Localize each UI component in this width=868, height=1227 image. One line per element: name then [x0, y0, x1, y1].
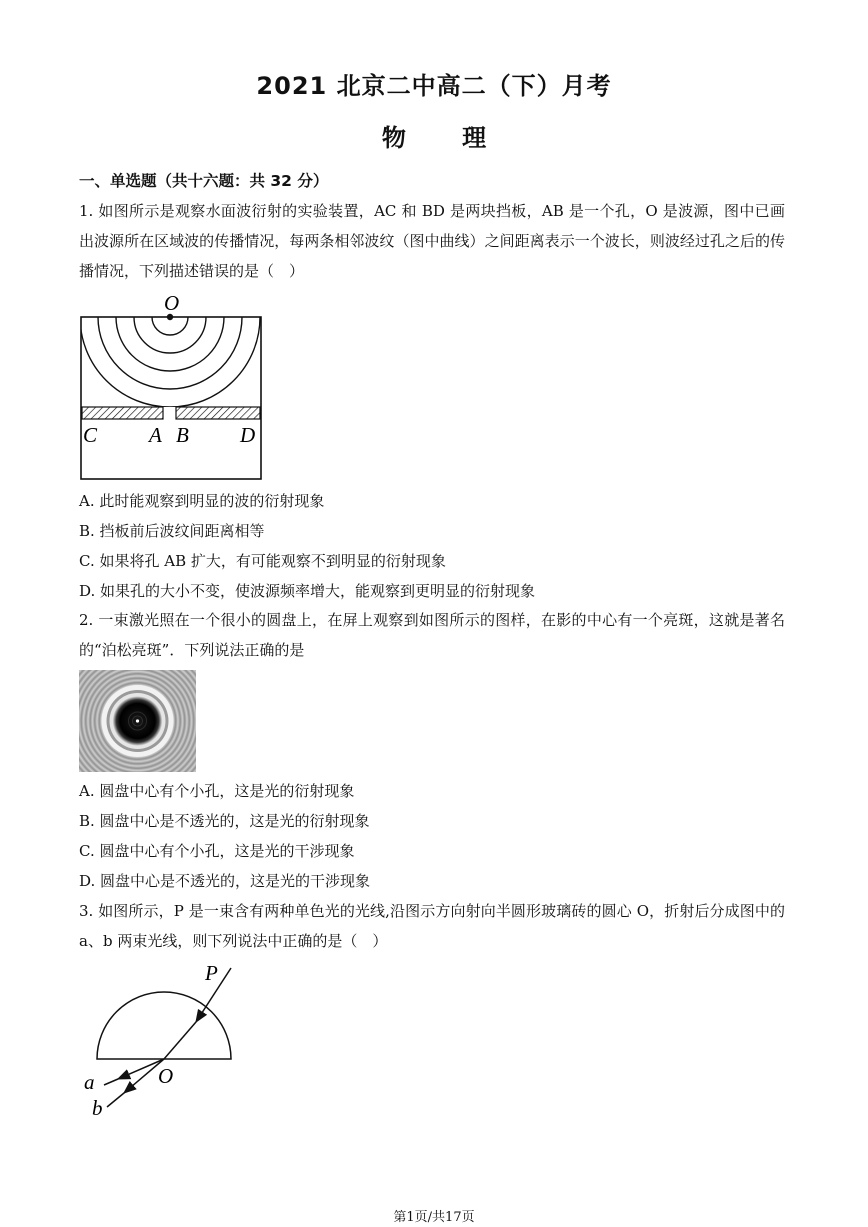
label-o: O: [164, 291, 180, 315]
semicircle-glass-figure: [78, 960, 243, 1120]
barrier-bd: [176, 407, 260, 419]
incident-ray: [164, 1022, 196, 1059]
bright-spot: [136, 719, 139, 722]
label-b: B: [176, 423, 189, 447]
tank-outline: [81, 317, 261, 479]
poisson-spot-image: [79, 670, 196, 772]
wave-diffraction-figure: [78, 290, 264, 484]
ray-a: [104, 1079, 118, 1085]
q1-option-d: D. 如果孔的大小不变，使波源频率增大，能观察到更明显的衍射现象: [79, 582, 536, 600]
page-title: 2021 北京二中高二（下）月考: [256, 72, 612, 100]
glass-semicircle: [97, 992, 231, 1059]
barrier-ac: [82, 407, 163, 419]
label-p: P: [205, 961, 218, 985]
q1-option-a: A. 此时能观察到明显的波的衍射现象: [79, 492, 325, 510]
label-b-ray: b: [92, 1096, 103, 1120]
q2-option-d: D. 圆盘中心是不透光的，这是光的干涉现象: [79, 872, 371, 890]
q1-option-c: C. 如果将孔 AB 扩大，有可能观察不到明显的衍射现象: [79, 552, 446, 570]
q2-option-b: B. 圆盘中心是不透光的，这是光的衍射现象: [79, 812, 370, 830]
label-d: D: [240, 423, 256, 447]
q2-option-c: C. 圆盘中心有个小孔，这是光的干涉现象: [79, 842, 355, 860]
label-c: C: [83, 423, 98, 447]
page-footer: 第1页/共17页: [393, 1210, 475, 1225]
subject-title: 物 理: [381, 124, 487, 152]
label-o-center: O: [158, 1064, 174, 1088]
question-2-text: 2. 一束激光照在一个很小的圆盘上，在屏上观察到如图所示的图样，在影的中心有一个亮斑，这就是著名的“泊松亮斑”．下列说法正确的是: [79, 611, 785, 659]
label-a: A: [149, 423, 162, 447]
q2-option-a: A. 圆盘中心有个小孔，这是光的衍射现象: [79, 782, 355, 800]
question-1-text: 1. 如图所示是观察水面波衍射的实验装置，AC 和 BD 是两块挡板，AB 是一个孔，O 是波源，图中已画出波源所在区域波的传播情况，每两条相邻波纹（图中曲线）之间距离表示一个波长，则波经过孔之后的传播情况，下列描述错误的是（ ）: [79, 202, 785, 280]
section-heading: 一、单选题（共十六题：共 32 分）: [79, 172, 329, 190]
label-a-ray: a: [84, 1070, 95, 1094]
q1-option-b: B. 挡板前后波纹间距离相等: [79, 522, 265, 540]
question-3-text: 3. 如图所示，P 是一束含有两种单色光的光线,沿图示方向射向半圆形玻璃砖的圆心 O，折射后分成图中的 a、b 两束光线，则下列说法中正确的是（ ）: [79, 902, 785, 950]
ray-b: [107, 1093, 124, 1107]
